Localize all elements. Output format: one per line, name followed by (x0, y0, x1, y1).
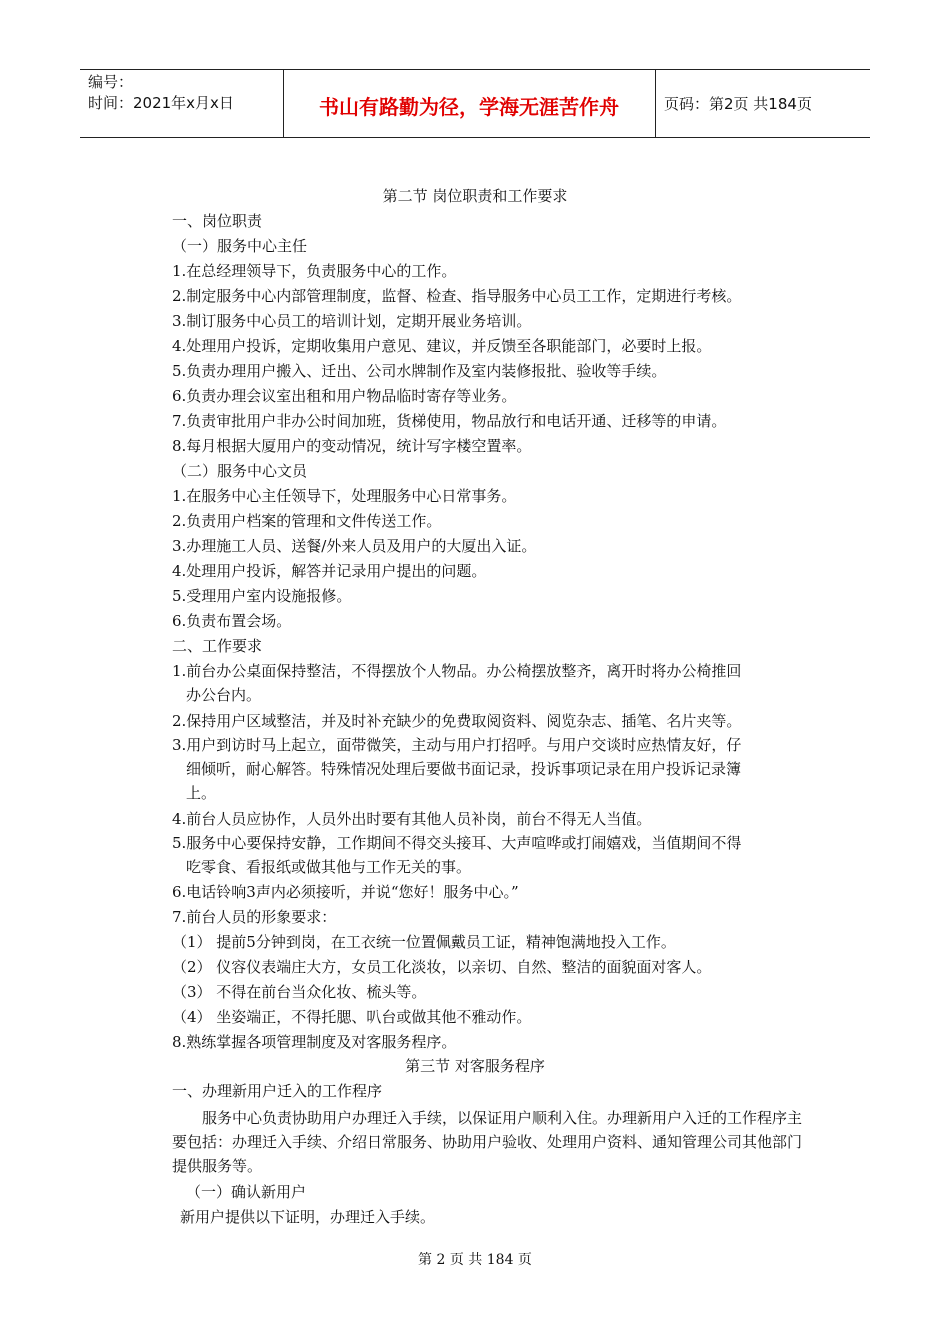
heading: 一、岗位职责 (172, 212, 263, 230)
list-item-continuation: 细倾听，耐心解答。特殊情况处理后要做书面记录，投诉事项记录在用户投诉记录簿 (186, 760, 742, 778)
sub-list-item: （1） 提前5分钟到岗，在工衣统一位置佩戴员工证，精神饱满地投入工作。 (172, 933, 676, 951)
list-item: 3.制订服务中心员工的培训计划，定期开展业务培训。 (172, 312, 532, 330)
heading: 一、办理新用户迁入的工作程序 (172, 1082, 383, 1100)
section-title: 第三节 对客服务程序 (405, 1057, 545, 1075)
list-item: 4.处理用户投诉，定期收集用户意见、建议，并反馈至各职能部门，必要时上报。 (172, 337, 712, 355)
list-item: 3.办理施工人员、送餐/外来人员及用户的大厦出入证。 (172, 537, 537, 555)
list-item: 5.服务中心要保持安静，工作期间不得交头接耳、大声喧哗或打闹嬉戏，当值期间不得 (172, 834, 742, 852)
subheading: （一）确认新用户 (186, 1183, 307, 1201)
section-title: 第二节 岗位职责和工作要求 (382, 187, 568, 205)
list-item: 2.负责用户档案的管理和文件传送工作。 (172, 512, 442, 530)
list-item: 1.在总经理领导下，负责服务中心的工作。 (172, 262, 457, 280)
list-item: 6.负责办理会议室出租和用户物品临时寄存等业务。 (172, 387, 517, 405)
list-item: 2.保持用户区域整洁，并及时补充缺少的免费取阅资料、阅览杂志、插笔、名片夹等。 (172, 712, 742, 730)
header-motto: 书山有路勤为径，学海无涯苦作舟 (319, 95, 619, 119)
list-item: 7.前台人员的形象要求： (172, 908, 337, 926)
list-item: 5.受理用户室内设施报修。 (172, 587, 352, 605)
list-item: 2.制定服务中心内部管理制度，监督、检查、指导服务中心员工工作，定期进行考核。 (172, 287, 742, 305)
list-item: 7.负责审批用户非办公时间加班，货梯使用，物品放行和电话开通、迁移等的申请。 (172, 412, 727, 430)
list-item-continuation: 上。 (186, 784, 217, 802)
sub-list-item: （4） 坐姿端正，不得托腮、叭台或做其他不雅动作。 (172, 1008, 532, 1026)
list-item: 5.负责办理用户搬入、迁出、公司水牌制作及室内装修报批、验收等手续。 (172, 362, 667, 380)
list-item: 3.用户到访时马上起立，面带微笑，主动与用户打招呼。与用户交谈时应热情友好，仔 (172, 736, 742, 754)
sub-list-item: （2） 仪容仪表端庄大方，女员工化淡妆，以亲切、自然、整洁的面貌面对客人。 (172, 958, 712, 976)
list-item-continuation: 办公台内。 (186, 686, 262, 704)
list-item: 4.前台人员应协作，人员外出时要有其他人员补岗，前台不得无人当值。 (172, 810, 652, 828)
header-divider (655, 70, 656, 137)
list-item: 6.负责布置会场。 (172, 612, 292, 630)
list-item: 1.在服务中心主任领导下，处理服务中心日常事务。 (172, 487, 517, 505)
subheading: （二）服务中心文员 (172, 462, 308, 480)
list-item: 8.每月根据大厦用户的变动情况，统计写字楼空置率。 (172, 437, 532, 455)
page-footer: 第 2 页 共 184 页 (418, 1252, 532, 1268)
header-page-label: 页码：第2页 共184页 (664, 95, 812, 113)
list-item: 4.处理用户投诉，解答并记录用户提出的问题。 (172, 562, 487, 580)
paragraph: 新用户提供以下证明，办理迁入手续。 (180, 1208, 436, 1226)
list-item: 1.前台办公桌面保持整洁，不得摆放个人物品。办公椅摆放整齐，离开时将办公椅推回 (172, 662, 742, 680)
list-item: 8.熟练掌握各项管理制度及对客服务程序。 (172, 1033, 457, 1051)
list-item: 6.电话铃响3声内必须接听，并说“您好！服务中心。” (172, 883, 519, 901)
list-item-continuation: 吃零食、看报纸或做其他与工作无关的事。 (186, 858, 472, 876)
header-time-label: 时间：2021年x月x日 (88, 94, 234, 112)
paragraph: 服务中心负责协助用户办理迁入手续，以保证用户顺利入住。办理新用户入迁的工作程序主要包括：办理迁入手续、介绍日常服务、协助用户验收、处理用户资料、通知管理公司其他部门提供服务等。 (172, 1109, 803, 1175)
page-header (80, 69, 870, 138)
subheading: （一）服务中心主任 (172, 237, 308, 255)
sub-list-item: （3） 不得在前台当众化妆、梳头等。 (172, 983, 427, 1001)
header-meta (88, 72, 284, 114)
header-number-label: 编号： (88, 73, 134, 91)
heading: 二、工作要求 (172, 637, 263, 655)
